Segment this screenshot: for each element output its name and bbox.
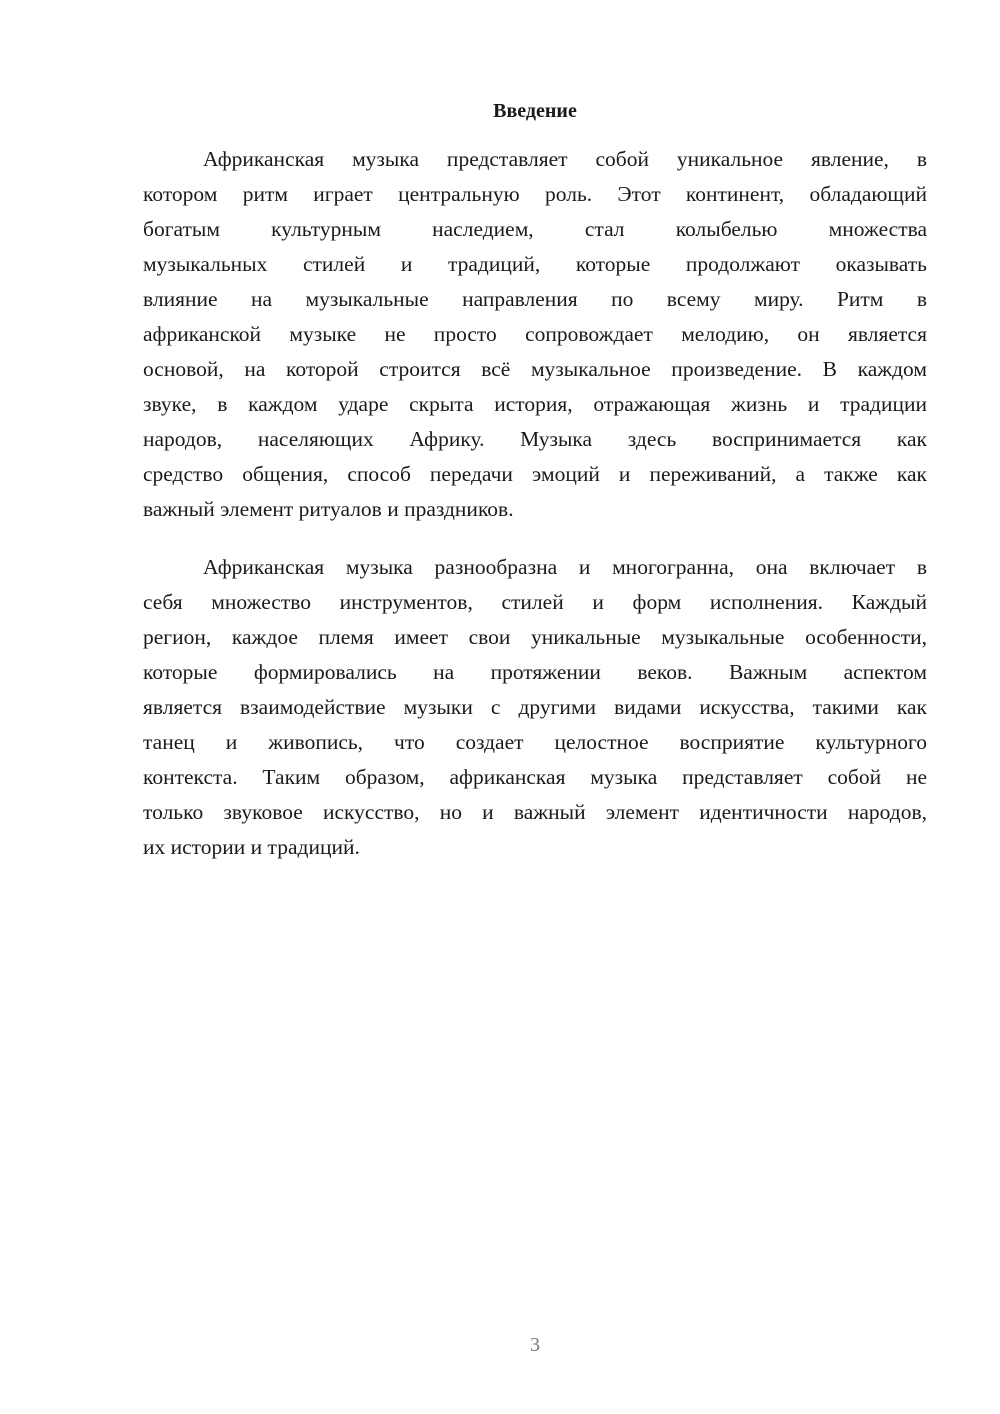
text-line: танец и живопись, что создает целостное восприятие культурного bbox=[143, 730, 927, 754]
text-line: звуке, в каждом ударе скрыта история, отражающая жизнь и традиции bbox=[143, 392, 927, 416]
paragraph-2 bbox=[143, 550, 927, 865]
page-title: Введение bbox=[493, 100, 577, 122]
text-line: африканской музыке не просто сопровождает мелодию, он является bbox=[143, 322, 927, 346]
text-line: регион, каждое племя имеет свои уникальные музыкальные особенности, bbox=[143, 625, 927, 649]
text-line: основой, на которой строится всё музыкальное произведение. В каждом bbox=[143, 357, 927, 381]
text-line: Африканская музыка представляет собой уникальное явление, в bbox=[203, 147, 927, 171]
text-line: богатым культурным наследием, стал колыбелью множества bbox=[143, 217, 927, 241]
text-line: музыкальных стилей и традиций, которые продолжают оказывать bbox=[143, 252, 927, 276]
text-line: народов, населяющих Африку. Музыка здесь воспринимается как bbox=[143, 427, 927, 451]
text-line: которые формировались на протяжении веков. Важным аспектом bbox=[143, 660, 927, 684]
text-line: средство общения, способ передачи эмоций и переживаний, а также как bbox=[143, 462, 927, 486]
page-number: 3 bbox=[530, 1334, 540, 1356]
text-line: является взаимодействие музыки с другими видами искусства, такими как bbox=[143, 695, 927, 719]
text-line: Африканская музыка разнообразна и многогранна, она включает в bbox=[203, 555, 927, 579]
text-line: важный элемент ритуалов и праздников. bbox=[143, 497, 514, 521]
text-line: только звуковое искусство, но и важный элемент идентичности народов, bbox=[143, 800, 927, 824]
text-line: себя множество инструментов, стилей и форм исполнения. Каждый bbox=[143, 590, 927, 614]
paragraph-1 bbox=[143, 142, 927, 527]
text-line: влияние на музыкальные направления по всему миру. Ритм в bbox=[143, 287, 927, 311]
text-line: их истории и традиций. bbox=[143, 835, 360, 859]
text-line: контекста. Таким образом, африканская музыка представляет собой не bbox=[143, 765, 927, 789]
text-line: котором ритм играет центральную роль. Этот континент, обладающий bbox=[143, 182, 927, 206]
